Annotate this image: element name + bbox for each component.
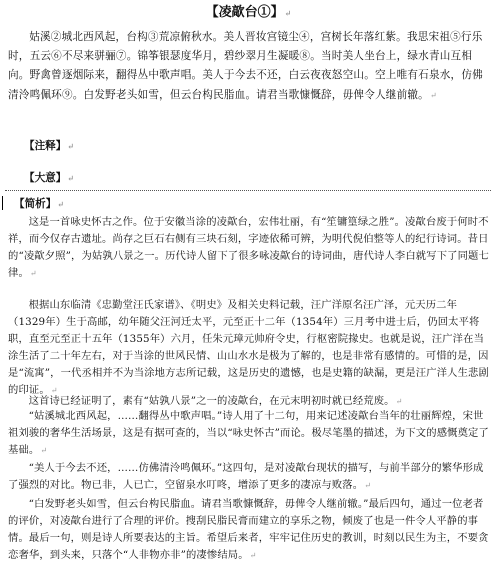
paragraph-mark-icon: ↵ [395, 397, 403, 406]
paragraph-mark-icon: ↵ [50, 385, 58, 395]
analysis-paragraph-3-text: 这首诗已经证明了，素有“姑孰八景”之一的凌歊台，在元末明初时就已经荒废。 [28, 395, 395, 407]
analysis-paragraph-5-text: “美人于今去不还，……仿佛清泠鸣佩环。”这四句，是对凌歊台现状的描写，与前半部分的繁华形成了强烈的对比。物已非，人已亡，空留泉水叮咚，增添了更多的凄凉与败落。 [8, 462, 484, 491]
analysis-paragraph-1 [8, 214, 490, 283]
section-break-divider [5, 190, 491, 191]
analysis-paragraph-2-text: 根据山东临清《忠勤堂汪氏家谱》、《明史》及相关史料记载，汪广洋原名汪广泽，元天历二年（1329年）生于高邮，幼年随父汪河迁太平，元至正十二年（1354年）三月考中进士后，仍回太平将职，直至元至正十五年（1355年）六月，任朱元璋元帅府令史，行枢密院掾史。也就是说，汪广洋在当涂生活了二十年左右，对于当涂的世风民情、山山水水是极为了解的，也是非常有感情的。可惜的是，因是“流寓”，一代丞相并不为当涂地方志所记载，这是历史的遗憾，也是史籍的缺漏，更是汪广洋人生悲剧的印证。 [8, 299, 489, 396]
analysis-paragraph-4 [8, 408, 490, 460]
poem-text-content: 姑溪②城北西风起，台构③荒凉俯秋水。美人晋妆宫镜尘④，宫树长年落红紫。我思宋祖⑤行乐时，五云⑥不尽来骈骊⑦。锦筝银瑟度华月，碧纱翠月生凝暖⑧。当时美人坐台上，绿水青山互相向。野禽曾逐烟际来，翻得丛中歌声唱。美人于今去不还，白云夜夜怒空山。空上唯有石泉水，仿佛清泠鸣佩环⑨。白发野老头如雪，但云台构民脂血。请君当歌慷慨辞，毋俾令人继前辙。 [8, 31, 483, 101]
analysis-paragraph-1-text: 这是一首咏史怀古之作。位于安徽当涂的凌歊台，宏伟壮丽，有“笙镛篁绿之胜”。凌歊台废于何时不祥，而今仅存古遗址。尚存之巨石右侧有三块石刻，字迹依稀可辨，为明代倪伯整等人的纪行诗词。昔日的“凌歊夕照”，为姑孰八景之一。历代诗人留下了很多咏凌歊台的诗词曲，唐代诗人李白就写下了同题七律。 [8, 216, 489, 279]
analysis-paragraph-4-text: “姑溪城北西风起，……翻得丛中歌声唱。”诗人用了十二句，用来记述凌歊台当年的壮丽辉煌，宋世祖刘骏的奢华生活场景，这是有据可查的，当以“咏史怀古”而论。极尽笔墨的描述，为下文的感慨奠定了基础。 [8, 410, 489, 456]
analysis-paragraph-2 [8, 297, 490, 399]
analysis-heading-text: 【简析】 [14, 198, 57, 210]
analysis-paragraph-6-text: “白发野老头如雪，但云台构民脂血。请君当歌慷慨辞，毋俾令人继前辙。”最后四句，通过一位老者的评价，对凌歊台进行了合理的评价。搜刮民脂民膏而建立的享乐之物，倾废了也是一件令人平静的事情。最后一句，则是诗人所要表达的主旨。希望后来者，牢牢记住历史的教训，时刻以民生为主，不要贪恋奢华，到头来，只落个“人非物亦非”的凄惨结局。 [8, 498, 489, 561]
paragraph-mark-icon: ↵ [57, 199, 65, 209]
meaning-heading [24, 171, 74, 185]
notes-heading-text: 【注释】 [24, 140, 67, 152]
paragraph-mark-icon: ↵ [67, 141, 75, 151]
analysis-heading [14, 197, 64, 211]
poem-text [8, 28, 490, 105]
document-title [0, 5, 497, 21]
document-title-text: 【凌歊台①】 [205, 5, 284, 20]
paragraph-mark-icon: ↵ [284, 8, 292, 18]
analysis-paragraph-6 [8, 496, 490, 565]
meaning-heading-text: 【大意】 [24, 172, 67, 184]
paragraph-mark-icon: ↵ [364, 480, 372, 490]
paragraph-mark-icon: ↵ [29, 268, 37, 278]
paragraph-mark-icon: ↵ [40, 445, 48, 455]
paragraph-mark-icon: ↵ [249, 550, 257, 560]
notes-heading [24, 139, 74, 153]
text-cursor [2, 196, 3, 210]
paragraph-mark-icon: ↵ [67, 173, 75, 183]
analysis-paragraph-5 [8, 460, 490, 495]
paragraph-mark-icon: ↵ [429, 90, 437, 100]
